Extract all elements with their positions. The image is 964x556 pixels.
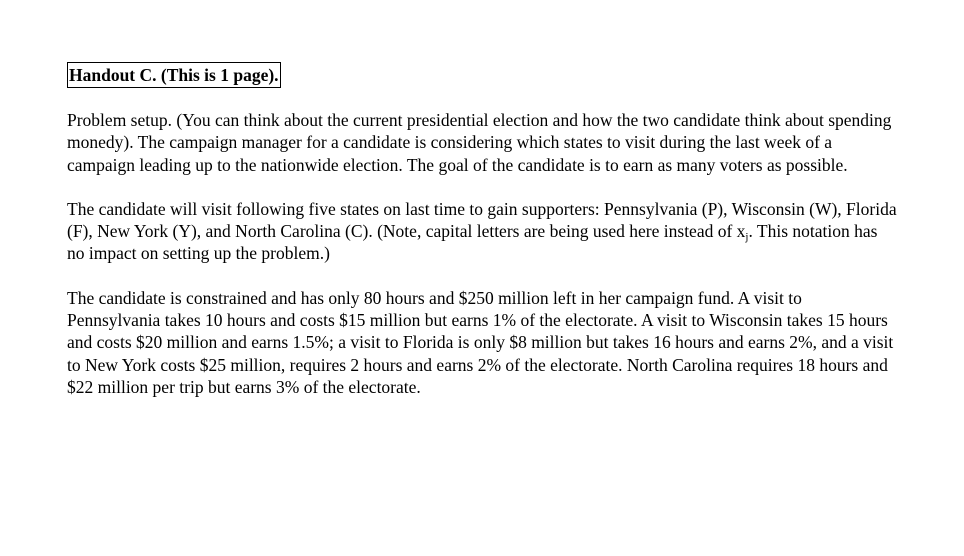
constraints-paragraph: The candidate is constrained and has only 80 hours and $250 million left in her campaign fund. A visit to Pennsylvania takes 10 hours and costs $15 million but earns 1% of the electorate. A visit to Wisconsin takes 15 hours and costs $20 million and earns 1.5%; a visit to Florida is only $8 million but takes 16 hours and earns 2%, and a visit to New York costs $25 million, requires 2 hours and earns 2% of the electorate. North Carolina requires 18 hours and $22 million per trip but earns 3% of the electorate.	[67, 287, 894, 397]
handout-page	[67, 62, 897, 398]
handout-title: Handout C. (This is 1 page).	[67, 62, 281, 88]
states-text-end: . This notation has no impact on setting up the problem.)	[67, 221, 878, 264]
subscript-j: j	[745, 231, 749, 244]
problem-setup-paragraph: Problem setup. (You can think about the current presidential election and how the two candidate think about spending monedy). The campaign manager for a candidate is considering which states to visit during the last week of a campaign leading up to the nationwide election. The goal of the candidate is to earn as many voters as possible.	[67, 110, 892, 175]
states-paragraph	[67, 198, 897, 265]
states-text: The candidate will visit following five states on last time to gain supporters: Pennsylvania (P), Wisconsin (W), Florida (F), New York (Y), and North Carolina (C). (Note, capital letters are being used here instead of x	[67, 198, 897, 242]
